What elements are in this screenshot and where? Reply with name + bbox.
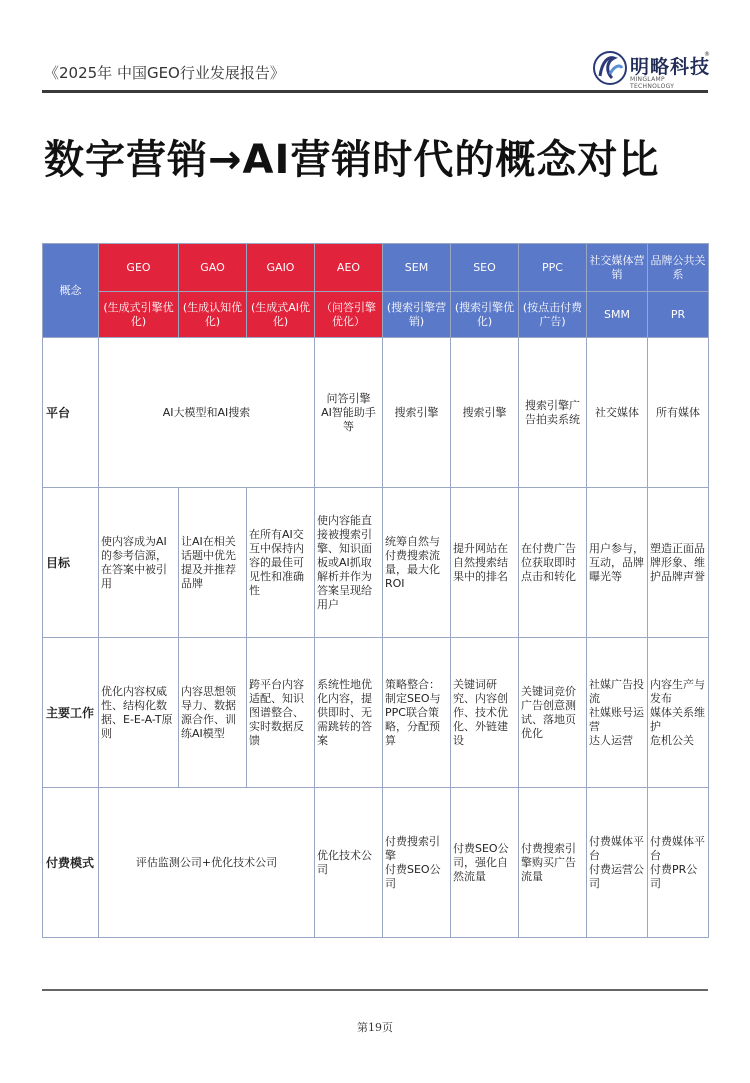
cell-work-smm: 社媒广告投流 社媒账号运营 达人运营 [587, 638, 648, 788]
col-abbr-sem: SEM [383, 244, 451, 292]
cell-platform-pr: 所有媒体 [648, 338, 709, 488]
cell-work-gao: 内容思想领导力、数据源合作、训练AI模型 [179, 638, 247, 788]
cell-goal-seo: 提升网站在自然搜索结果中的排名 [451, 488, 519, 638]
cell-platform-sem: 搜索引擎 [383, 338, 451, 488]
footer-divider [42, 989, 708, 991]
cell-work-seo: 关键词研究、内容创作、技术优化、外链建设 [451, 638, 519, 788]
col-full-ppc: (按点击付费广告) [519, 292, 587, 338]
cell-platform-ppc: 搜索引擎广告拍卖系统 [519, 338, 587, 488]
col-full-seo: (搜索引擎优化) [451, 292, 519, 338]
company-logo [592, 48, 710, 90]
cell-pay-pr: 付费媒体平台 付费PR公司 [648, 788, 709, 938]
cell-goal-sem: 统筹自然与付费搜索流量，最大化ROI [383, 488, 451, 638]
cell-goal-geo: 使内容成为AI的参考信源，在答案中被引用 [99, 488, 179, 638]
cell-platform-seo: 搜索引擎 [451, 338, 519, 488]
col-full-sem: (搜索引擎营销) [383, 292, 451, 338]
page-number: 第19页 [357, 1021, 393, 1034]
col-full-pr: PR [648, 292, 709, 338]
header-divider [42, 90, 708, 93]
logo-registered-mark: ® [704, 51, 710, 58]
col-abbr-smm: 社交媒体营销 [587, 244, 648, 292]
col-full-gao: (生成认知优化) [179, 292, 247, 338]
logo-name: 明略科技 [630, 56, 711, 78]
table-row-pay [43, 788, 709, 938]
header-row-abbr [43, 244, 709, 292]
cell-work-pr: 内容生产与发布 媒体关系维护 危机公关 [648, 638, 709, 788]
col-abbr-ppc: PPC [519, 244, 587, 292]
col-full-smm: SMM [587, 292, 648, 338]
cell-pay-sem: 付费搜索引擎 付费SEO公司 [383, 788, 451, 938]
col-abbr-gaio: GAIO [247, 244, 315, 292]
cell-goal-aeo: 使内容能直接被搜索引擎、知识面板或AI抓取解析并作为答案呈现给用户 [315, 488, 383, 638]
col-abbr-gao: GAO [179, 244, 247, 292]
col-full-aeo: （问答引擎优化） [315, 292, 383, 338]
row-label-platform: 平台 [43, 338, 99, 488]
cell-work-ppc: 关键词竞价广告创意测试、落地页优化 [519, 638, 587, 788]
cell-work-sem: 策略整合：制定SEO与PPC联合策略，分配预算 [383, 638, 451, 788]
cell-goal-gao: 让AI在相关话题中优先提及并推荐品牌 [179, 488, 247, 638]
col-full-gaio: (生成式AI优化) [247, 292, 315, 338]
col-abbr-pr: 品牌公共关系 [648, 244, 709, 292]
row-label-goal: 目标 [43, 488, 99, 638]
cell-platform-smm: 社交媒体 [587, 338, 648, 488]
comparison-table [42, 243, 709, 938]
col-abbr-aeo: AEO [315, 244, 383, 292]
col-abbr-geo: GEO [99, 244, 179, 292]
cell-goal-gaio: 在所有AI交互中保持内容的最佳可见性和准确性 [247, 488, 315, 638]
row-label-work: 主要工作 [43, 638, 99, 788]
concept-header: 概念 [43, 244, 99, 338]
col-full-geo: (生成式引擎优化) [99, 292, 179, 338]
cell-pay-ppc: 付费搜索引擎购买广告流量 [519, 788, 587, 938]
table-row-goal [43, 488, 709, 638]
cell-goal-pr: 塑造正面品牌形象、维护品牌声誉 [648, 488, 709, 638]
cell-work-gaio: 跨平台内容适配、知识图谱整合、实时数据反馈 [247, 638, 315, 788]
table-row-platform [43, 338, 709, 488]
cell-goal-smm: 用户参与，互动，品牌曝光等 [587, 488, 648, 638]
cell-platform-aeo: 问答引擎 AI智能助手等 [315, 338, 383, 488]
cell-work-aeo: 系统性地优化内容，提供即时、无需跳转的答案 [315, 638, 383, 788]
logo-mark-icon [592, 48, 628, 88]
cell-platform-ai: AI大模型和AI搜索 [99, 338, 315, 488]
cell-work-geo: 优化内容权威性、结构化数据、E-E-A-T原则 [99, 638, 179, 788]
report-title: 《2025年 中国GEO行业发展报告》 [44, 64, 285, 82]
page-title: 数字营销→AI营销时代的概念对比 [44, 137, 660, 183]
table-row-work [43, 638, 709, 788]
cell-pay-aeo: 优化技术公司 [315, 788, 383, 938]
cell-pay-ai: 评估监测公司+优化技术公司 [99, 788, 315, 938]
col-abbr-seo: SEO [451, 244, 519, 292]
cell-pay-smm: 付费媒体平台 付费运营公司 [587, 788, 648, 938]
logo-subtitle: MINGLAMP TECHNOLOGY [630, 76, 675, 90]
header-row-full [43, 292, 709, 338]
cell-goal-ppc: 在付费广告位获取即时点击和转化 [519, 488, 587, 638]
cell-pay-seo: 付费SEO公司，强化自然流量 [451, 788, 519, 938]
row-label-pay: 付费模式 [43, 788, 99, 938]
